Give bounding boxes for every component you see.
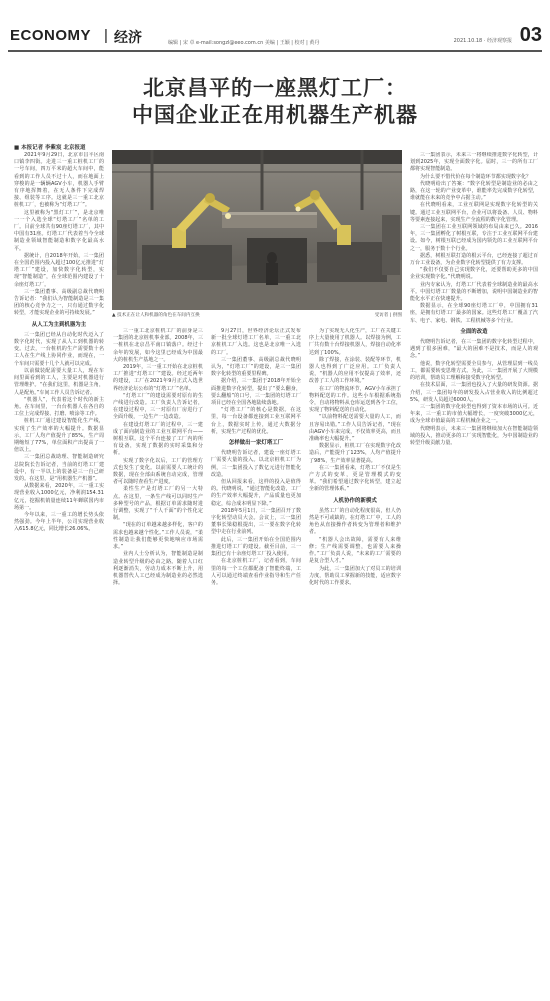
factory-photo xyxy=(112,150,402,310)
paragraph: “机器人会出故障，需要有人来维修；生产线需要调整，也需要人来操作。”工厂负责人说，“未来的工厂需要的是复合型人才。” xyxy=(309,536,401,565)
article-column-5 xyxy=(410,152,538,987)
paragraph: 三一集团在工业互联网领域的布局由来已久。2016年，三一集团孵化了树根互联，专注于工业互联网平台建设。如今，树根互联已经成为国内领先的工业互联网平台之一，服务于数十个行业。 xyxy=(410,224,538,252)
page-number: 03 xyxy=(519,24,542,46)
paragraph: 今年以来，三一重工的增长势头依然强劲。今年上半年，公司实现营业收入615.8亿元，同比增长26.06%。 xyxy=(14,511,104,533)
page-header xyxy=(8,24,542,52)
headline xyxy=(0,74,550,128)
paragraph: 据悉，树根互联打造的根云平台，已经连接了超过百万台工业设备，为企业数字化转型提供了有力支撑。 xyxy=(410,252,538,267)
paragraph: 从数据来看，2020年，三一重工实现营业收入1000亿元，净利润154.31亿元，挖掘机销量连续11年蝉联国内市场第一。 xyxy=(14,483,104,511)
paragraph: 2018年5月1日，三一集团召开了数字化转型动员大会。会议上，三一集团董事长梁稳根提出，三一要在数字化转型中走在行业前列。 xyxy=(211,507,301,536)
paragraph: 三一集团董事、高级副总裁代晓明告诉记者：“我们认为智能制造是三一集团的核心竞争力之一，只有通过数字化转型，才能实现企业的可持续发展。” xyxy=(14,288,104,317)
byline: ■ 本报记者 李紫宸 北京报道 xyxy=(14,145,86,151)
paragraph: “我们不仅要自己实现数字化，还要帮助更多的中国企业实现数字化。”代晓明说。 xyxy=(410,267,538,281)
paragraph: 代晓明告诉记者，建设一座灯塔工厂需要大量的投入。以北京桩机工厂为例，三一集团投入了数亿元进行智能化改造。 xyxy=(211,450,301,478)
paragraph: 业内专家认为，灯塔工厂代表着全球制造业的最高水平。中国灯塔工厂数量的不断增加，说明中国制造业的智能化水平正在快速提升。 xyxy=(410,281,538,303)
article-column-3 xyxy=(211,328,301,987)
paragraph: 为什么要不惜代价在每个制造环节都实现数字化？ xyxy=(420,173,532,180)
section-name-cn: 经济 xyxy=(114,30,142,46)
headline-line-2: 中国企业正在用机器生产机器 xyxy=(132,102,418,127)
paragraph: 代晓明给出了答案：“数字化转型是制造业的必由之路，在这一轮的产业变革中，谁能率先完成数字化转型，谁就能在未来的竞争中占据主动。” xyxy=(410,180,538,202)
paragraph: 以前做装配需要大量工人，现在车间里面看到的工人，主要是对机器进行管理维护。“在我们这里，机器是主角，人是配角。”车间工作人员告诉记者。 xyxy=(14,367,104,396)
photo-caption: ▲ 技术正在让人和机器的角色在车间内互换 xyxy=(112,313,200,318)
paragraph: 在建设灯塔工厂的过程中，三一建成了面向制造业的工业互联网平台——树根互联。这个平台连接了工厂内的所有设备，实现了数据的实时采集和分析。 xyxy=(113,421,203,457)
paragraph: 业内人士分析认为，智能制造是制造业转型升级的必由之路。随着人口红利逐渐消失，劳动力成本不断上升，用机器替代人工已经成为制造业的必然选择。 xyxy=(113,551,203,587)
paragraph: 代晓明表示，未来三一集团将继续加大在智能制造领域的投入，推动更多的工厂实现智能化，为中国制造业的转型升级贡献力量。 xyxy=(410,425,538,446)
photo-credit: 受访者 | 供图 xyxy=(374,313,402,318)
paragraph: “现在的订单越来越多样化，客户的需求也越来越个性化。”工作人员说，“柔性制造让我们能够更快地响应市场需求。” xyxy=(113,522,203,551)
paragraph: 2021年9月29日，北京市昌平区南口镇李四街。走进三一重工桩机工厂的一号车间，四万平米的超大车间中，能看到的工作人员不过十人，而在地面上穿梭的是一辆辆AGV小车，机器人手臂有序地挥舞着，在无人条件下完成焊接、组装等工序。这就是三一重工北京桩机工厂，也被称为“灯塔工厂”。 xyxy=(14,152,104,209)
article-column-2 xyxy=(113,328,203,987)
paragraph: 但从回报来看，这样的投入是值得的。代晓明说，“通过智能化改造，工厂的生产效率大幅提升，产品质量也更加稳定，综合成本明显下降。” xyxy=(211,479,301,507)
editor-credits: 编辑 | 宋 卓 e-mail:songzl@eeo.com.cn 美编 | 王颖 | 校对 | 黄丹 xyxy=(168,40,320,46)
paragraph: 数据显示，桩机工厂在实现数字化改造后，产能提升了123%，人均产值提升了98%，生产效率显著提高。 xyxy=(309,443,401,464)
paragraph: 据统计，自2018年开始，三一集团在全国范围内投入超过100亿元推进“灯塔工厂”建设，加快数字化转型，实现“智能制造”，在全球范围内建设了十余座灯塔工厂。 xyxy=(14,252,104,288)
article-column-1 xyxy=(14,152,104,987)
issue-date: 2021.10.18 · 经济观察报 xyxy=(453,38,512,44)
paragraph: 9月27日，世界经济论坛正式发布新一批全球灯塔工厂名单，三一重工北京桩机工厂入选。这也是北京唯一入选的工厂。 xyxy=(211,328,301,356)
article-column-4 xyxy=(309,328,401,987)
section-name-en: ECONOMY xyxy=(10,27,92,44)
paragraph: 他说，数字化转型需要全员参与，从管理层到一线员工，都需要转变思维方式。为此，三一集团开展了大规模的培训，帮助员工理解和接受数字化转型。 xyxy=(410,360,538,382)
paragraph: 2019年，三一重工开始在北京桩机工厂推进“灯塔工厂”建设。经过近两年的建设，工厂在2021年9月正式入选世界经济论坛公布的“灯塔工厂”名单。 xyxy=(113,364,203,392)
subheading: 怎样做出一家灯塔工厂 xyxy=(228,440,284,447)
paragraph: “灯塔工厂”的核心是数据。在这里，每一台设备都连接到工业互联网平台上，数据实时上传，通过大数据分析，实现生产过程的优化。 xyxy=(211,407,301,435)
paragraph: 三一集团的数字化转型也得到了资本市场的认可。近年来，三一重工的市值大幅增长，一度突破3000亿元，成为全球市值最高的工程机械企业之一。 xyxy=(410,403,538,425)
paragraph: 实现了数字化以后，工厂的管理方式也发生了变化。以前需要人工统计的数据，现在全部由系统自动完成，管理者可以随时查看生产进度。 xyxy=(113,457,203,486)
paragraph: 在工厂的物流环节，AGV小车承担了物料配送的工作。这些小车根据系统指令，自动将物料从仓库运送到各个工位，实现了物料配送的自动化。 xyxy=(309,385,401,414)
paragraph: 这里被称为“黑灯工厂”，是北京唯一一个入选全球“灯塔工厂”名单的工厂。目前全球共有90座灯塔工厂，其中中国有31座。灯塔工厂代表着当今全球制造业领域智能制造和数字化最高水平。 xyxy=(14,209,104,252)
paragraph: “以前物料配送需要大量的人工，而且容易出错。”工作人员告诉记者，“现在由AGV小车来完成，不仅效率更高，而且准确率也大幅提升。” xyxy=(309,414,401,443)
paragraph: “机器人”，代表着这个时代的新主角。在车间里，一台台机器人在各自的工位上完成焊接、打磨、喷涂等工作。 xyxy=(14,396,104,418)
paragraph: 在北京桩机工厂，记者看到，车间里的每一个工位都配备了智能终端，工人可以通过终端查看作业指导和生产任务。 xyxy=(211,558,301,586)
subheading: 人机协作的新模式 xyxy=(333,497,377,504)
paragraph: 为了实现无人化生产，工厂在关键工序上大量使用了机器人。以焊接为例，工厂共有数十台焊接机器人，焊接自动化率达到了100%。 xyxy=(309,328,401,356)
paragraph: 虽然工厂的自动化程度很高，但人仍然是不可或缺的。在灯塔工厂中，工人的角色从直接操作者转变为管理者和维护者。 xyxy=(309,507,401,536)
paragraph: 数据显示，在全球90座灯塔工厂中，中国拥有31座，是拥有灯塔工厂最多的国家。这些灯塔工厂覆盖了汽车、电子、家电、钢铁、工程机械等多个行业。 xyxy=(410,303,538,324)
paragraph: 三一集团表示，未来三一将继续推进数字化转型，计划到2025年，实现全面数字化。届时，三一的所有工厂都将实现智能制造。 xyxy=(410,152,538,173)
paragraph: 在技术层面，三一集团也投入了大量的研发资源。据介绍，三一集团每年的研发投入占营业收入的比例超过5%，研发人员超过6000人。 xyxy=(410,382,538,403)
paragraph: 代晓明告诉记者，在三一集团的数字化转型过程中，遇到了很多困难，“最大的困难不是技术，而是人的观念。” xyxy=(410,339,538,360)
paragraph: 为此，三一集团加大了对员工的培训力度，帮助员工掌握新的技能，适应数字化时代的工作要求。 xyxy=(309,565,401,586)
paragraph: 柔性生产是灯塔工厂的另一大特点。在这里，一条生产线可以同时生产多种型号的产品，根据订单需求随时进行调整，实现了“千人千面”的个性化定制。 xyxy=(113,486,203,522)
paragraph: 三一集团董事、高级副总裁代晓明认为，“灯塔工厂”的建设，是三一集团数字化转型的重要里程碑。 xyxy=(211,356,301,378)
factory-robot-illustration xyxy=(112,150,402,310)
paragraph: 三一重工北京桩机工厂的前身是三一集团的北京桩机事业部。2008年，三一桩机在北京昌平南口镇落户。经过十余年的发展，如今这里已经成为中国最大的桩机生产基地之一。 xyxy=(113,328,203,363)
paragraph: 据介绍，三一集团于2018年开始全面推进数字化转型，提出了“要么翻身，要么翻船”的口号，三一集团的灯塔工厂项目已经在全国各地陆续落地。 xyxy=(211,378,301,407)
section-separator: | xyxy=(104,27,108,44)
paragraph: 在三一集团看来，灯塔工厂不仅是生产方式的变革，更是管理模式的变革。“我们希望通过数字化转型，建立起全新的管理体系。” xyxy=(309,464,401,493)
subheading: 全面的改造 xyxy=(460,328,488,335)
paragraph: 此后，三一集团开始在全国范围内推进灯塔工厂的建设。截至目前，三一集团已有十余座灯塔工厂投入使用。 xyxy=(211,536,301,558)
headline-line-1: 北京昌平的一座黑灯工厂： xyxy=(143,75,407,100)
paragraph: 三一集团总裁助理、智能制造研究总院院长告诉记者，当前的灯塔工厂建设中，有一半以上的装备是三一自己研发的。在这里，是“用机器生产机器”。 xyxy=(14,454,104,482)
paragraph: 三一集团已经从自动化时代迈入了数字化时代，实现了从人工到机器的转变。过去，一台桩机的生产需要数十名工人在生产线上协同作业，而现在，一个车间只需要十几个人就可以完成。 xyxy=(14,331,104,367)
paragraph: 桩机工厂通过建设智能化生产线，实现了生产效率的大幅提升。数据显示，工厂人均产值提升了85%，生产周期缩短了77%，单位面积产出提高了一倍以上。 xyxy=(14,418,104,454)
paragraph: 在代晓明看来，工业互联网是实现数字化转型的关键。通过工业互联网平台，企业可以将设备、人员、物料等要素连接起来，实现生产全流程的数字化管理。 xyxy=(410,202,538,223)
paragraph: “灯塔工厂”的建设需要对原有的生产线进行改造。工厂负责人告诉记者，在建设过程中，三一对原有厂房进行了全面升级，一边生产一边改造。 xyxy=(113,392,203,421)
subheading: 从人工为主到机器为主 xyxy=(31,321,87,328)
paragraph: 除了焊接，在涂装、装配等环节，机器人也得到了广泛应用。工厂负责人说，“机器人的应用不仅提高了效率，还改善了工人的工作环境。” xyxy=(309,356,401,385)
